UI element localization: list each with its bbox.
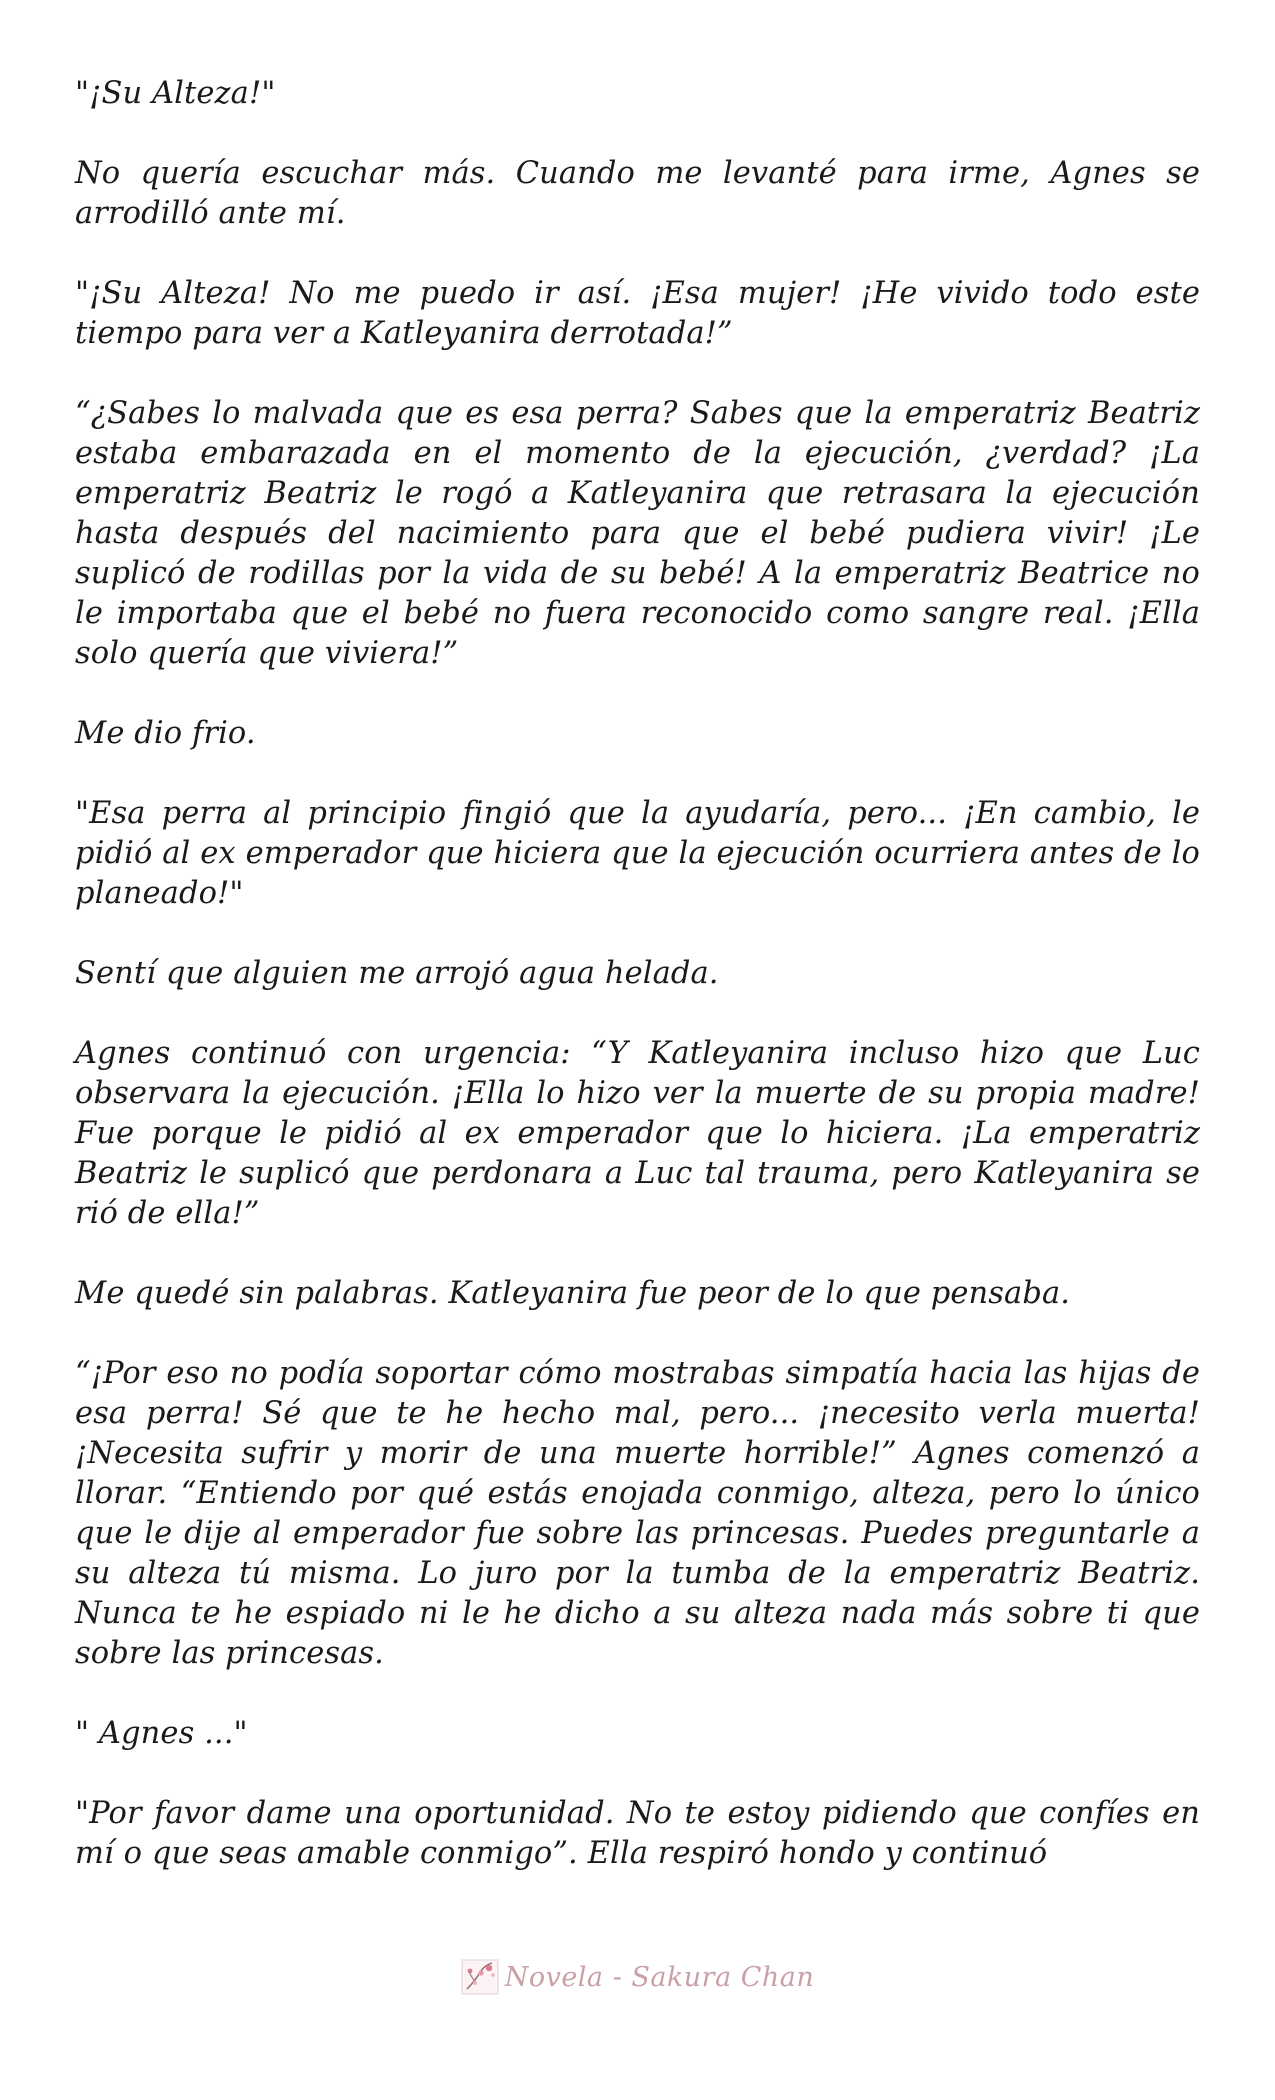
paragraph: Me dio frio. — [75, 716, 256, 751]
paragraph: "¡Su Alteza! No me puedo ir así. ¡Esa mujer! ¡He vivido todo este tiempo para ver a Katleyanira derrotada!” — [75, 276, 1200, 351]
watermark-text: Novela - Sakura Chan — [504, 1961, 815, 1993]
paragraph: " Agnes ..." — [75, 1716, 248, 1751]
paragraph: “¡Por eso no podía soportar cómo mostrabas simpatía hacia las hijas de esa perra! Sé que te he hecho mal, pero... ¡necesito verla muerta! ¡Necesita sufrir y morir de una muerte horrible!” Agnes comenzó a llorar. “Entiendo por qué estás enojada conmigo, alteza, pero lo único que le dije al emperador fue sobre las princesas. Puedes preguntarle a su alteza tú misma. Lo juro por la tumba de la emperatriz Beatriz. Nunca te he espiado ni le he dicho a su alteza nada más sobre ti que sobre las princesas. — [75, 1356, 1200, 1671]
sakura-flower-icon — [461, 1959, 499, 1995]
paragraph: "Esa perra al principio fingió que la ayudaría, pero... ¡En cambio, le pidió al ex emperador que hiciera que la ejecución ocurriera antes de lo planeado!" — [75, 796, 1200, 911]
watermark-footer — [0, 1955, 1275, 1999]
paragraph: "¡Su Alteza!" — [75, 76, 276, 111]
paragraph: “¿Sabes lo malvada que es esa perra? Sabes que la emperatriz Beatriz estaba embarazada en el momento de la ejecución, ¿verdad? ¡La emperatriz Beatriz le rogó a Katleyanira que retrasara la ejecución hasta después del nacimiento para que el bebé pudiera vivir! ¡Le suplicó de rodillas por la vida de su bebé! A la emperatriz Beatrice no le importaba que el bebé no fuera reconocido como sangre real. ¡Ella solo quería que viviera!” — [75, 396, 1200, 671]
document-body — [75, 74, 1200, 1914]
paragraph: No quería escuchar más. Cuando me levanté para irme, Agnes se arrodilló ante mí. — [75, 156, 1200, 231]
paragraph: Me quedé sin palabras. Katleyanira fue peor de lo que pensaba. — [75, 1276, 1071, 1311]
paragraph: Agnes continuó con urgencia: “Y Katleyanira incluso hizo que Luc observara la ejecución. ¡Ella lo hizo ver la muerte de su propia madre! Fue porque le pidió al ex emperador que lo hiciera. ¡La emperatriz Beatriz le suplicó que perdonara a Luc tal trauma, pero Katleyanira se rió de ella!” — [75, 1036, 1200, 1231]
paragraph: Sentí que alguien me arrojó agua helada. — [75, 956, 719, 991]
paragraph: "Por favor dame una oportunidad. No te estoy pidiendo que confíes en mí o que seas amable conmigo”. Ella respiró hondo y continuó — [75, 1796, 1200, 1871]
